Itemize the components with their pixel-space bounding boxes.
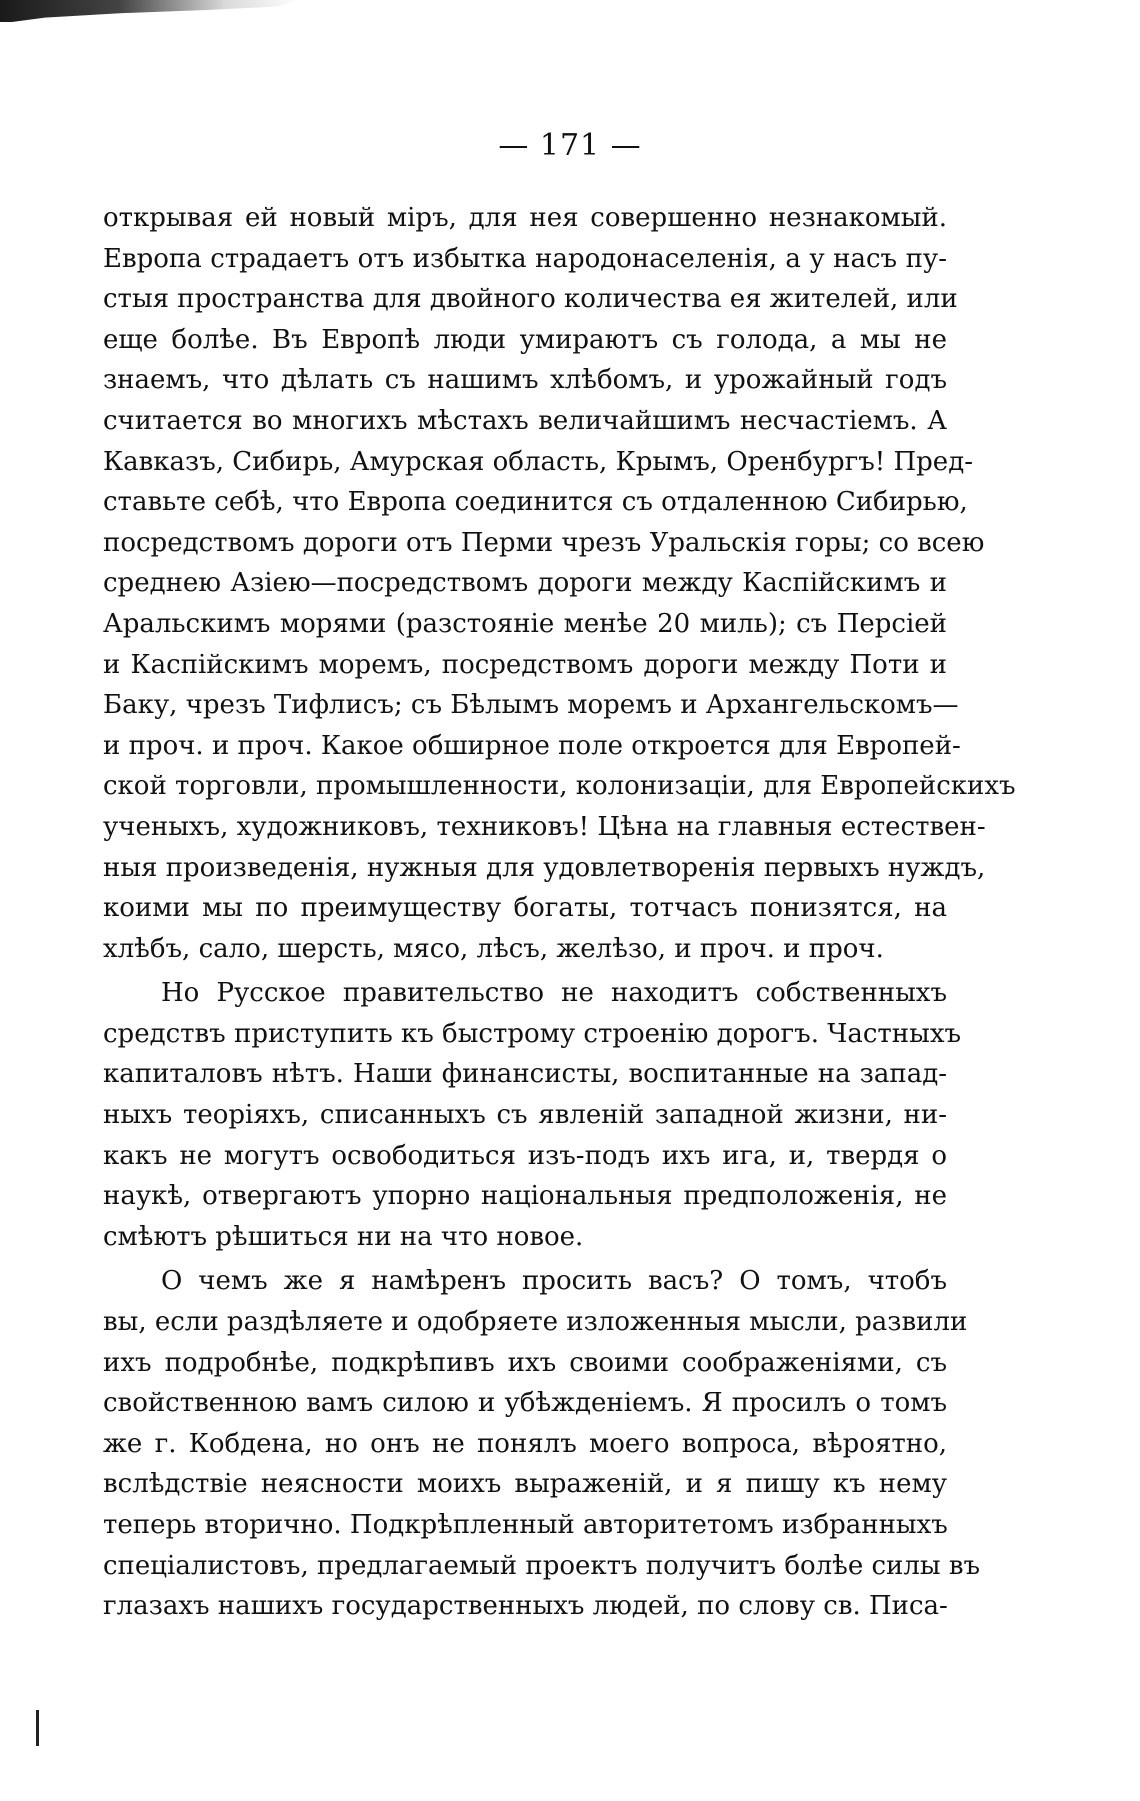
paragraph [103, 973, 962, 1257]
text-line: ныхъ теоріяхъ, списанныхъ съ явленій западной жизни, ни- [103, 1100, 947, 1131]
page-number: — 171 — [498, 128, 642, 163]
text-line: знаемъ, что дѣлать съ нашимъ хлѣбомъ, и урожайный годъ [103, 365, 947, 396]
text-line: хлѣбъ, сало, шерсть, мясо, лѣсъ, желѣзо, и проч. и проч. [103, 933, 884, 964]
text-line: среднею Азіею—посредствомъ дороги между Каспійскимъ и [103, 568, 947, 599]
text-line: вслѣдствіе неясности моихъ выраженій, и я пишу къ нему [103, 1469, 947, 1500]
text-line: ихъ подробнѣе, подкрѣпивъ ихъ своими соображеніями, съ [103, 1347, 947, 1378]
text-line: и Каспійскимъ моремъ, посредствомъ дороги между Поти и [103, 649, 947, 680]
text-line: Аральскимъ морями (разстояніе менѣе 20 миль); съ Персіей [103, 608, 947, 639]
text-line: свойственною вамъ силою и убѣжденіемъ. Я просилъ о томъ [103, 1388, 947, 1419]
paragraph [103, 198, 1016, 969]
text-line: капиталовъ нѣтъ. Наши финансисты, воспитанные на запад- [103, 1059, 947, 1090]
text-line: вы, если раздѣляете и одобряете изложенныя мысли, развили [103, 1307, 968, 1338]
body-text [103, 198, 1016, 1627]
text-line: Баку, чрезъ Тифлисъ; съ Бѣлымъ моремъ и Архангельскомъ— [103, 690, 959, 721]
text-line: Но Русское правительство не находитъ собственныхъ [161, 978, 947, 1009]
text-line: открывая ей новый міръ, для нея совершенно незнакомый. [103, 203, 947, 233]
text-line: считается во многихъ мѣстахъ величайшимъ несчастіемъ. А [103, 405, 947, 436]
text-line: ученыхъ, художниковъ, техниковъ! Цѣна на главныя естествен- [103, 811, 986, 842]
scan-margin-tick [36, 1710, 39, 1746]
text-line: еще болѣе. Въ Европѣ люди умираютъ съ голода, а мы не [103, 324, 947, 355]
text-line: какъ не могутъ освободиться изъ-подъ ихъ ига, и, твердя о [103, 1140, 947, 1171]
text-line: стыя пространства для двойного количества ея жителей, или [103, 284, 958, 315]
text-line: О чемъ же я намѣренъ просить васъ? О томъ, чтобъ [161, 1266, 947, 1297]
text-line: Европа страдаетъ отъ избытка народонаселенія, а у насъ пу- [103, 243, 947, 274]
scan-edge-mark [0, 0, 300, 22]
text-line: теперь вторично. Подкрѣпленный авторитетомъ избранныхъ [103, 1510, 948, 1540]
paragraph [103, 1261, 981, 1626]
text-line: ныя произведенія, нужныя для удовлетворенія первыхъ нуждъ, [103, 852, 986, 883]
text-line: ской торговли, промышленности, колонизаціи, для Европейскихъ [103, 771, 1016, 802]
text-line: посредствомъ дороги отъ Перми чрезъ Уральскія горы; со всею [103, 527, 985, 558]
text-line: ставьте себѣ, что Европа соединится съ отдаленною Сибирью, [103, 487, 968, 518]
text-line: глазахъ нашихъ государственныхъ людей, по слову св. Писа- [103, 1591, 948, 1622]
text-line: и проч. и проч. Какое обширное поле откроется для Европей- [103, 730, 961, 761]
text-line: спеціалистовъ, предлагаемый проектъ получитъ болѣе силы въ [103, 1550, 981, 1581]
text-line: смѣютъ рѣшиться ни на что новое. [103, 1221, 584, 1252]
text-line: средствъ приступить къ быстрому строенію дорогъ. Частныхъ [103, 1018, 962, 1049]
text-line: Кавказъ, Сибирь, Амурская область, Крымъ, Оренбургъ! Пред- [103, 446, 973, 477]
text-line: же г. Кобдена, но онъ не понялъ моего вопроса, вѣроятно, [103, 1428, 947, 1459]
text-line: коими мы по преимуществу богаты, тотчасъ понизятся, на [103, 893, 947, 924]
text-line: наукѣ, отвергаютъ упорно національныя предположенія, не [103, 1181, 947, 1212]
